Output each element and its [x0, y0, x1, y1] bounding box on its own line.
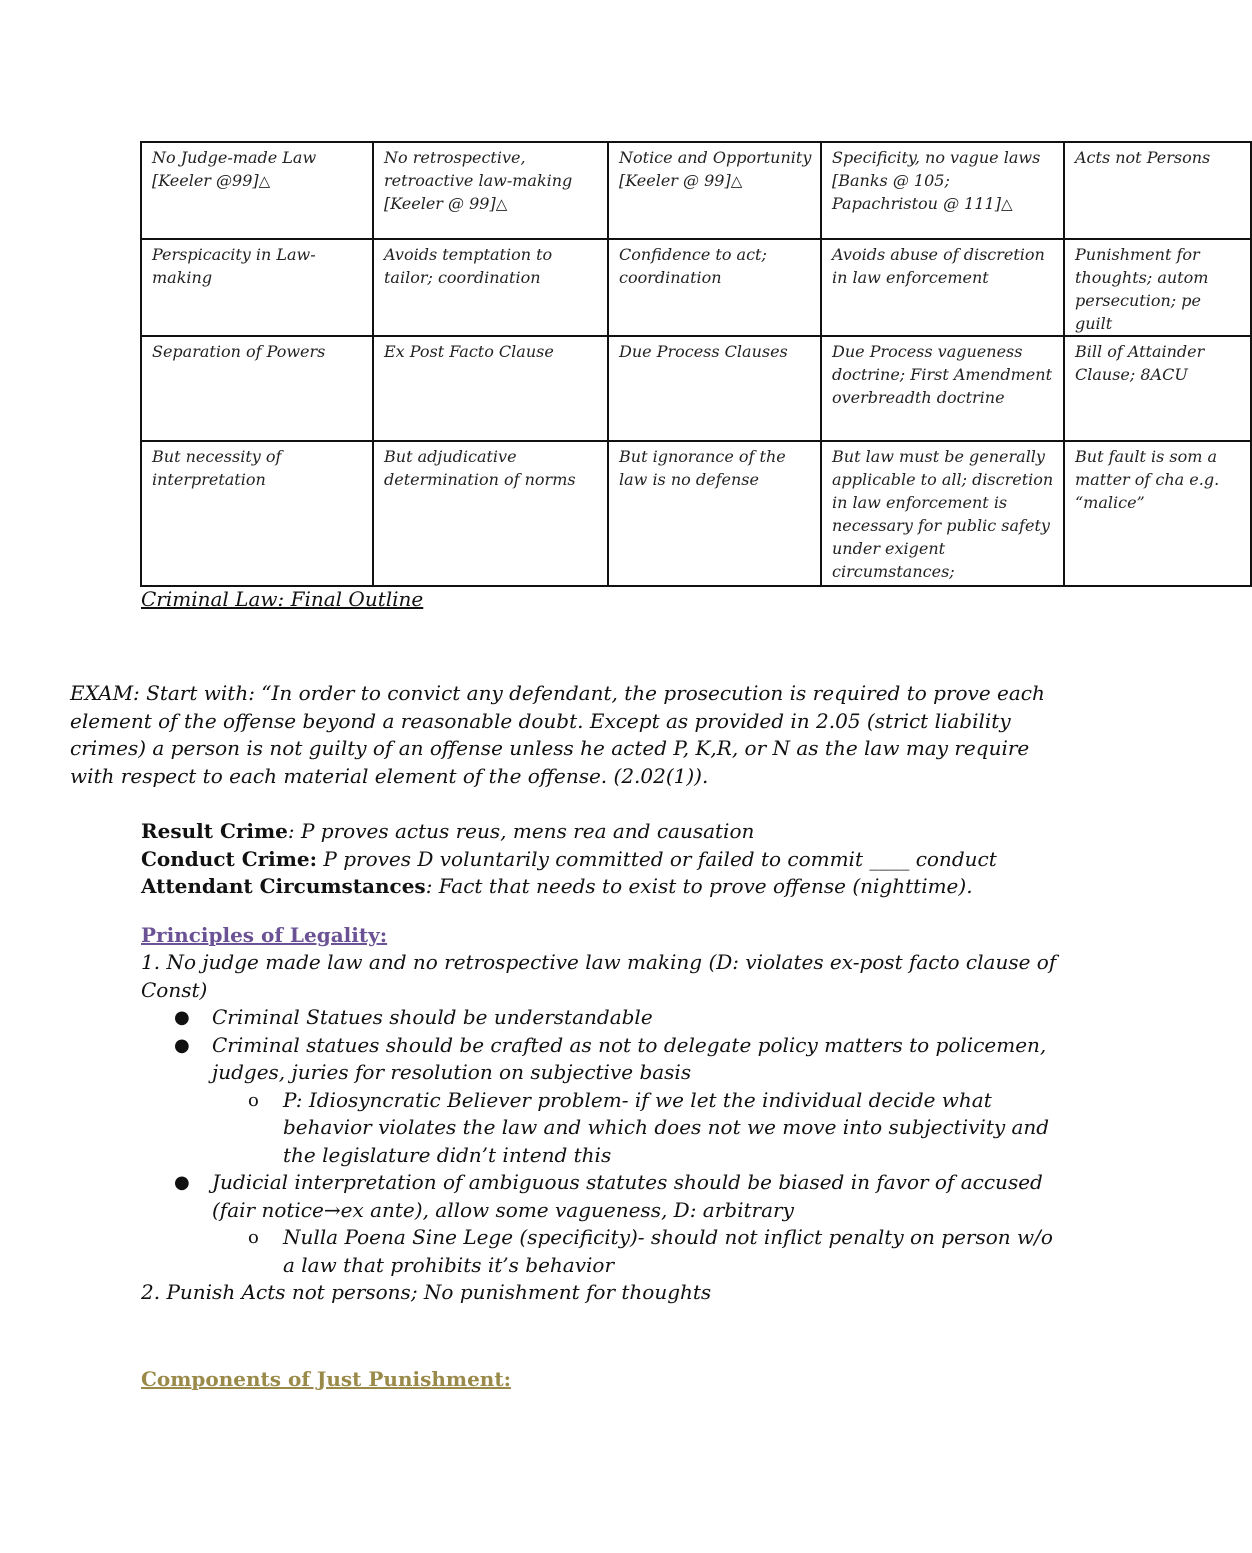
list-item: ● Judicial interpretation of ambiguous statutes should be biased in favor of accused (fair notice→ex ante), allow some vagueness, D: arbitrary — [174, 1170, 1043, 1222]
definition-conduct-crime: Conduct Crime: P proves D voluntarily committed or failed to commit ____ conduct — [141, 846, 997, 871]
table-cell: Notice and Opportunity [Keeler @ 99]△ — [608, 142, 821, 239]
list-item: o Nulla Poena Sine Lege (specificity)- should not inflict penalty on person w/o a law that prohibits it’s behavior — [248, 1225, 1053, 1277]
sub-bullet-icon: o — [248, 1089, 259, 1111]
list-item: 2. Punish Acts not persons; No punishment for thoughts — [141, 1280, 712, 1304]
table-cell: But necessity of interpretation — [141, 441, 373, 586]
principles-list — [141, 949, 1061, 1307]
table-row — [141, 239, 1251, 336]
table-cell: But fault is som a matter of cha e.g. “malice” — [1064, 441, 1251, 586]
table-cell: Separation of Powers — [141, 336, 373, 441]
sub-bullet-icon: o — [248, 1227, 259, 1248]
table-cell: But ignorance of the law is no defense — [608, 441, 821, 586]
table-row — [141, 336, 1251, 441]
table-row — [141, 142, 1251, 239]
table-cell: Avoids temptation to tailor; coordination — [373, 239, 608, 336]
right-arrow-icon: → — [323, 1197, 341, 1222]
list-item: ● Criminal Statues should be understandable — [141, 1004, 1061, 1032]
table-cell: Due Process vagueness doctrine; First Amendment overbreadth doctrine — [821, 336, 1064, 441]
definition-attendant-circumstances: Attendant Circumstances: Fact that needs to exist to prove offense (nighttime). — [141, 874, 973, 898]
table-row — [141, 441, 1251, 586]
table-cell: Avoids abuse of discretion in law enforcement — [821, 239, 1064, 336]
table-cell: Punishment for thoughts; autom persecution; pe guilt — [1064, 239, 1251, 336]
table-cell: Bill of Attainder Clause; 8ACU — [1064, 336, 1251, 441]
table-cell: But adjudicative determination of norms — [373, 441, 608, 586]
document-title: Criminal Law: Final Outline — [141, 587, 424, 611]
legality-table — [140, 141, 1252, 587]
definition-result-crime: Result Crime: P proves actus reus, mens rea and causation — [141, 819, 755, 843]
principles-heading: Principles of Legality: — [141, 923, 388, 947]
bullet-icon: ● — [174, 1034, 190, 1056]
warning-triangle-icon: △ — [495, 195, 508, 213]
table-cell: Confidence to act; coordination — [608, 239, 821, 336]
list-item: 1. No judge made law and no retrospective law making (D: violates ex-post facto clause of Const) — [141, 950, 1057, 1002]
exam-paragraph: EXAM: Start with: “In order to convict any defendant, the prosecution is required to prove each element of the offense beyond a reasonable doubt. Except as provided in 2.05 (strict liability crimes) a person is not guilty of an offense unless he acted P, K,R, or N as the law may require with respect to each material element of the offense. (2.02(1)). — [70, 681, 1045, 788]
bullet-icon: ● — [174, 1172, 190, 1193]
list-item: o P: Idiosyncratic Believer problem- if we let the individual decide what behavior violates the law and which does not we move into subjectivity and the legislature didn’t intend this — [248, 1087, 1050, 1167]
table-cell: Specificity, no vague laws [Banks @ 105; Papachristou @ 111]△ — [821, 142, 1064, 239]
table-cell: No retrospective, retroactive law-making [Keeler @ 99]△ — [373, 142, 608, 239]
table-cell: Acts not Persons — [1064, 142, 1251, 239]
bullet-icon: ● — [174, 1007, 190, 1028]
table-cell: But law must be generally applicable to all; discretion in law enforcement is necessary for public safety under exigent circumstances; — [821, 441, 1064, 586]
warning-triangle-icon: △ — [258, 172, 271, 190]
crime-definitions — [141, 818, 1141, 901]
components-heading: Components of Just Punishment: — [141, 1367, 511, 1391]
list-item: ● Criminal statues should be crafted as not to delegate policy matters to policemen, judges, juries for resolution on subjective basis — [174, 1032, 1047, 1084]
table-cell: Due Process Clauses — [608, 336, 821, 441]
table-cell: No Judge-made Law [Keeler @99]△ — [141, 142, 373, 239]
table-cell: Perspicacity in Law-making — [141, 239, 373, 336]
warning-triangle-icon: △ — [1000, 195, 1013, 213]
warning-triangle-icon: △ — [730, 172, 743, 190]
table-cell: Ex Post Facto Clause — [373, 336, 608, 441]
